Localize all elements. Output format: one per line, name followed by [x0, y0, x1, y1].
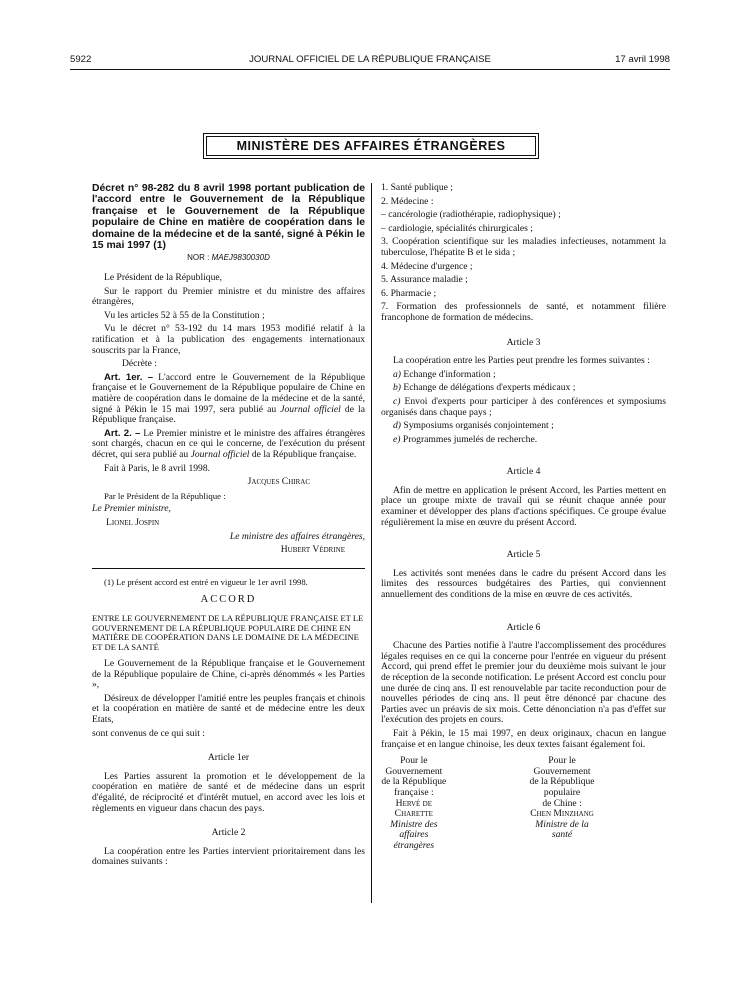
- list-item: [381, 421, 666, 432]
- list-item: 3. Coopération scientifique sur les maladies infectieuses, notamment la tuberculose, l'hépatite B et le sida ;: [381, 236, 666, 258]
- art2-label: Art. 2. –: [104, 427, 141, 439]
- page-header: [70, 54, 670, 68]
- list-item: 4. Médecine d'urgence ;: [381, 260, 473, 272]
- article-4-title: Article 4: [506, 466, 541, 478]
- article-3-text: La coopération entre les Parties peut prendre les formes suivantes :: [393, 355, 650, 367]
- signature-france: [381, 756, 518, 851]
- list-item: 7. Formation des professionnels de santé, et notamment filière francophone de formation de médecins.: [381, 301, 666, 323]
- list-item: – cancérologie (radiothérapie, radiophysique) ;: [381, 209, 561, 221]
- mae-title: Le ministre des affaires étrangères,: [229, 530, 365, 542]
- art1-text-end: de la République française.: [92, 403, 365, 426]
- decree-article-2: [92, 429, 365, 461]
- sig-line: de la République populaire: [529, 776, 595, 798]
- header-rule: [70, 69, 670, 70]
- right-column: [381, 183, 666, 852]
- accord-heading: ACCORD: [200, 594, 257, 606]
- list-key: a): [393, 368, 401, 380]
- column-divider: [371, 183, 372, 903]
- article-3-title: Article 3: [506, 336, 541, 348]
- article-1-title: Article 1er: [207, 752, 250, 764]
- list-text: Echange d'information ;: [403, 368, 496, 380]
- decrete: Décrète :: [122, 358, 157, 370]
- president-signature: Jacques Chirac: [247, 476, 310, 488]
- list-item: [381, 383, 666, 394]
- list-text: Echange de délégations d'experts médicaux ;: [403, 382, 576, 394]
- footnote: (1) Le présent accord est entré en vigueur le 1er avril 1998.: [104, 576, 308, 587]
- list-item: [381, 397, 666, 418]
- art1-jo: Journal officiel: [280, 403, 341, 415]
- art2-text-end: de la République française.: [251, 448, 357, 460]
- nor-label: NOR :: [187, 253, 210, 263]
- list-text: Envoi d'experts pour participer à des conférences et symposiums organisés dans chaque pays ;: [381, 395, 666, 418]
- intro-line: Sur le rapport du Premier ministre et du ministre des affaires étrangères,: [92, 285, 365, 308]
- accord-subtitle: ENTRE LE GOUVERNEMENT DE LA RÉPUBLIQUE FRANÇAISE ET LE GOUVERNEMENT DE LA RÉPUBLIQUE POPULAIRE DE CHINE EN MATIÈRE DE COOPÉRATION DANS LE DOMAINE DE LA MÉDECINE ET DE LA SANTÉ: [92, 612, 364, 653]
- list-key: e): [393, 433, 401, 445]
- intro-line: Vu les articles 52 à 55 de la Constitution ;: [104, 309, 265, 321]
- par-le-president: Par le Président de la République :: [104, 490, 226, 501]
- list-item: – cardiologie, spécialités chirurgicales ;: [381, 222, 533, 234]
- nor-reference: [92, 253, 365, 264]
- list-text: Symposiums organisés conjointement ;: [403, 420, 554, 432]
- art1-text: L'accord entre le Gouvernement de la République française et le Gouvernement de la République populaire de Chine en matière de coopération dans le domaine de la médecine et de la santé, signé à Pékin le 15 mai 1997, sera publié au: [92, 371, 365, 415]
- preamble-line: Désireux de développer l'amitié entre les peuples français et chinois et la coopération en matière de santé et de médecine entre les deux Etats,: [92, 692, 365, 726]
- mae-name: Hubert Védrine: [280, 544, 345, 556]
- issue-date: 17 avril 1998: [615, 54, 670, 65]
- art2-jo: Journal officiel: [190, 448, 250, 460]
- nor-code: MAEJ9830030D: [211, 253, 270, 263]
- list-key: b): [393, 382, 401, 394]
- sig-title: Ministre de la santé: [535, 818, 589, 841]
- sig-name: Chen Minzhang: [530, 808, 594, 820]
- list-item: 5. Assurance maladie ;: [381, 274, 468, 286]
- list-item: 6. Pharmacie ;: [381, 287, 437, 299]
- journal-title: JOURNAL OFFICIEL DE LA RÉPUBLIQUE FRANÇAISE: [249, 54, 491, 65]
- decree-done: Fait à Paris, le 8 avril 1998.: [104, 462, 211, 474]
- ministry-box: [203, 133, 539, 159]
- decree-article-1: [92, 373, 365, 426]
- signature-china: [529, 756, 666, 851]
- article-6-title: Article 6: [506, 621, 541, 633]
- list-item: [381, 370, 666, 381]
- article-6-text: Chacune des Parties notifie à l'autre l'accomplissement des procédures légales requises en ce qui la concerne pour l'entrée en vigueur du présent Accord, qui prend effet le premier jour du deuxième mois suivant le jour de réception de la seconde notification. Le présent Accord est conclu pour une durée de cinq ans. Il est renouvelable par tacite reconduction pour de nouvelles périodes de cinq ans. Il peut être dénoncé par chacune des Parties avec un préavis de six mois. Cette dénonciation n'a pas d'effet sur l'exécution des projets en cours.: [381, 640, 666, 726]
- intro-line: Le Président de la République,: [104, 272, 223, 284]
- list-item: [381, 435, 666, 446]
- art2-text: Le Premier ministre et le ministre des affaires étrangères sont chargés, chacun en ce qui le concerne, de l'exécution du présent décret, qui sera publié au: [92, 427, 365, 460]
- pm-name: Lionel Jospin: [106, 516, 160, 528]
- sig-line: de la République française :: [381, 776, 447, 798]
- decree-title: Décret n° 98-282 du 8 avril 1998 portant publication de l'accord entre le Gouvernement de la République française et le Gouvernement de la République populaire de Chine en matière de coopération dans le domaine de la médecine et de la santé, signé à Pékin le 15 mai 1997 (1): [92, 183, 365, 252]
- preamble-line: Le Gouvernement de la République française et le Gouvernement de la République populaire de Chine, ci-après dénommés « les Parties »,: [92, 658, 365, 691]
- article-5-text: Les activités sont menées dans le cadre du présent Accord dans les limites des ressources budgétaires des Parties, qui conviennent annuellement des conditions de la mise en œuvre de ces activités.: [381, 567, 666, 601]
- sig-line: Pour le Gouvernement: [385, 755, 443, 777]
- pm-title: Le Premier ministre,: [92, 503, 171, 515]
- sig-title: Ministre des affaires étrangères: [390, 818, 438, 851]
- art1-label: Art. 1er. –: [104, 371, 154, 383]
- intro-line: Vu le décret n° 53-192 du 14 mars 1953 modifié relatif à la ratification et à la publication des engagements internationaux souscrits par la France,: [92, 323, 365, 356]
- list-text: Programmes jumelés de recherche.: [402, 433, 538, 445]
- article-2-title: Article 2: [211, 827, 246, 839]
- left-column: [92, 183, 365, 871]
- list-key: c): [393, 395, 401, 407]
- sig-line: de Chine :: [542, 797, 582, 809]
- footnote-rule: [92, 568, 365, 569]
- sig-name: Hervé de Charette: [394, 797, 433, 820]
- list-key: d): [393, 420, 401, 432]
- signatures: [381, 756, 666, 851]
- article-4-text: Afin de mettre en application le présent Accord, les Parties mettent en place un groupe mixte de travail qui se réunit chaque année pour examiner et développer des plans d'actions spécifiques. Ce groupe évalue régulièrement la mise en œuvre du présent Accord.: [381, 484, 666, 528]
- article-1-text: Les Parties assurent la promotion et le développement de la coopération en matière de santé et de médecine dans un esprit d'égalité, de réciprocité et d'intérêt mutuel, en accord avec les lois et règlements en vigueur dans chacun des pays.: [92, 770, 365, 814]
- article-2-text: La coopération entre les Parties intervient prioritairement dans les domaines suivants :: [92, 845, 365, 868]
- accord-done: Fait à Pékin, le 15 mai 1997, en deux originaux, chacun en langue française et en langue chinoise, les deux textes faisant également foi.: [381, 727, 666, 750]
- article-5-title: Article 5: [506, 549, 541, 561]
- list-item: 1. Santé publique ;: [381, 182, 453, 193]
- convenus: sont convenus de ce qui suit :: [92, 727, 205, 739]
- page-number: 5922: [70, 54, 92, 65]
- list-item: 2. Médecine :: [381, 195, 434, 207]
- sig-line: Pour le Gouvernement: [533, 755, 591, 777]
- ministry-title: MINISTÈRE DES AFFAIRES ÉTRANGÈRES: [206, 136, 536, 156]
